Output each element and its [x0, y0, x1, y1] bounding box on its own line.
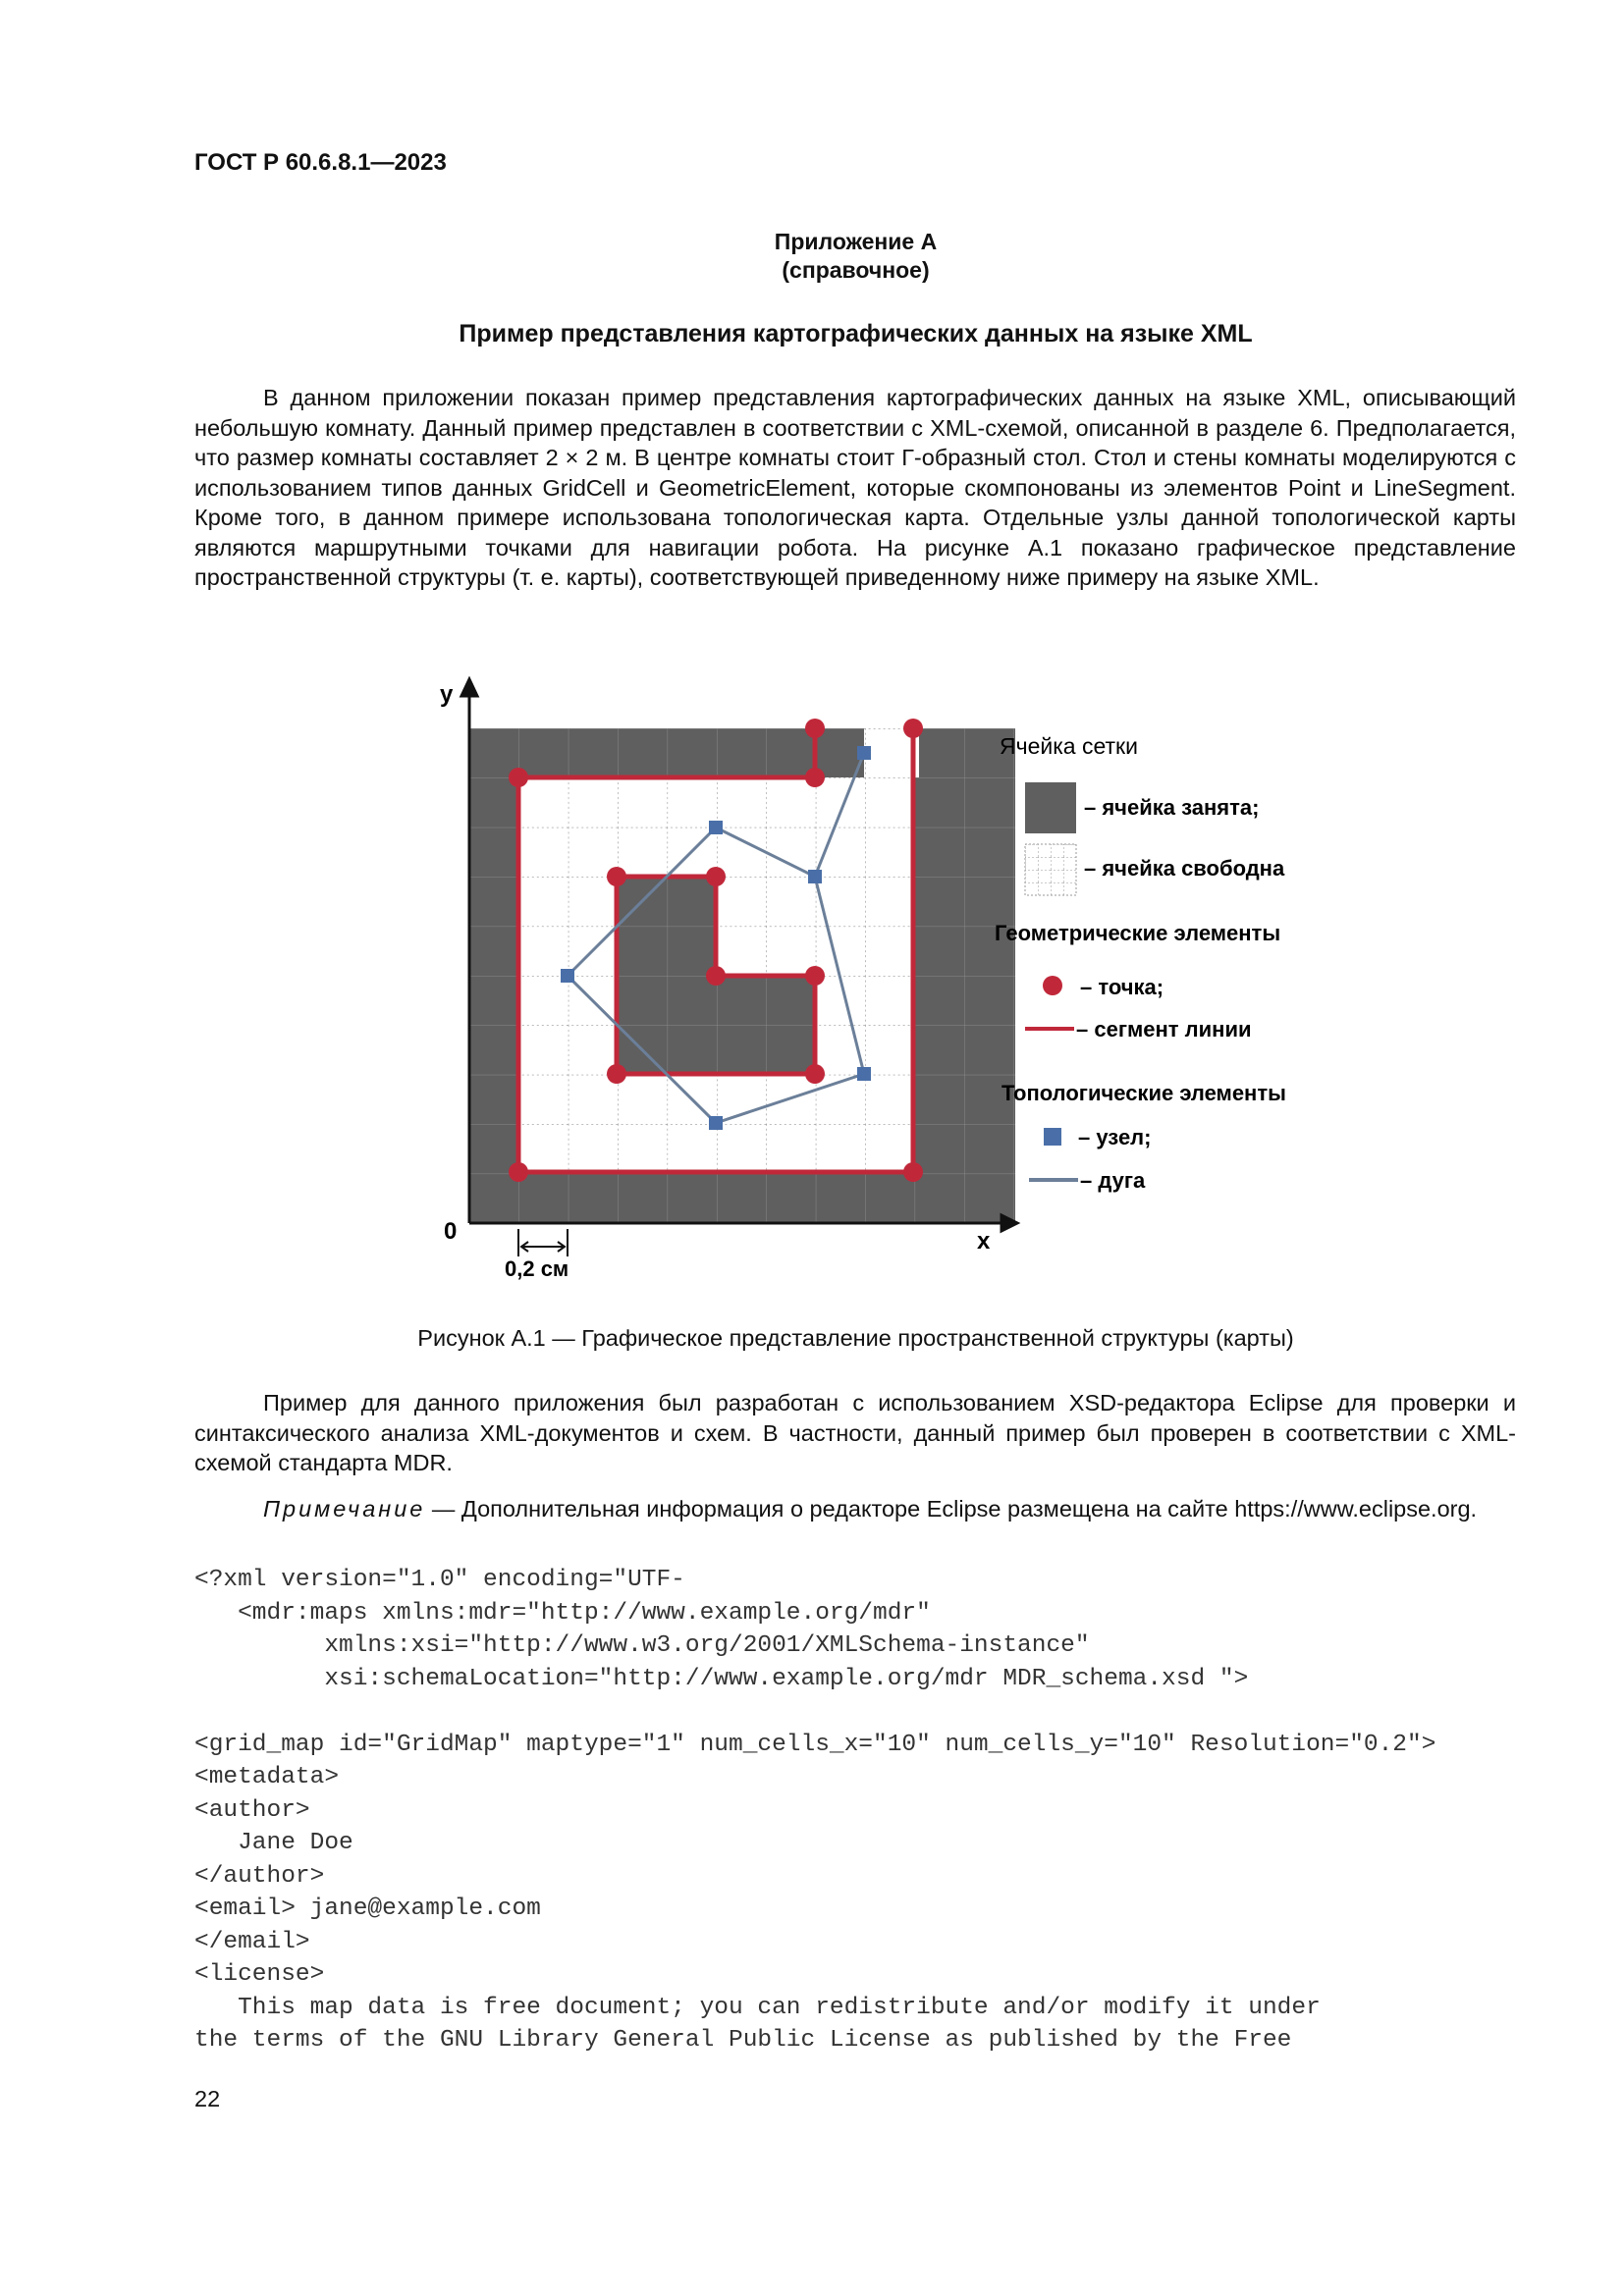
- scale-bar: [518, 1229, 568, 1256]
- legend-free-grid: [1025, 844, 1076, 895]
- point: [805, 768, 825, 787]
- legend-free-label: – ячейка свободна: [1084, 856, 1285, 881]
- node: [808, 870, 822, 883]
- y-axis-arrow: [461, 679, 477, 696]
- code-line: <?xml version="1.0" encoding="UTF-: [194, 1567, 685, 1593]
- legend-node-label: – узел;: [1078, 1125, 1152, 1149]
- legend-topology-title: Топологические элементы: [1001, 1081, 1286, 1105]
- legend: [995, 733, 1286, 1193]
- figure-caption: Рисунок А.1 — Графическое представление пространственной структуры (карты): [417, 1325, 1294, 1351]
- intro-paragraph: [194, 383, 1516, 593]
- point: [805, 1064, 825, 1084]
- code-line: xsi:schemaLocation="http://www.example.org/mdr MDR_schema.xsd ">: [194, 1665, 1249, 1692]
- appendix-title: Приложение А: [774, 229, 938, 254]
- xml-code-block: [194, 1564, 1559, 2057]
- paragraph-2: [194, 1388, 1516, 1478]
- legend-arc-label: – дуга: [1080, 1168, 1146, 1193]
- legend-occupied-swatch: [1025, 782, 1076, 833]
- scale-label: 0,2 см: [505, 1256, 569, 1281]
- code-line: <license>: [194, 1961, 325, 1988]
- point: [706, 966, 726, 986]
- map-figure: [422, 675, 1345, 1294]
- intro-paragraph-text: В данном приложении показан пример представления картографических данных на языке XML, описывающий небольшую комнату. Данный пример представлен в соответствии с XML-схемой, описанной в разделе 6. Предполагается, что размер комнаты составляет 2 × 2 м. В центре комнаты стоит Г-образный стол. Стол и стены комнаты моделируются с использованием типов данных GridCell и GeometricElement, которые скомпонованы из элементов Point и LineSegment. Кроме того, в данном примере использована топологическая карта. Отдельные узлы данной топологической карты являются маршрутными точками для навигации робота. На рисунке А.1 показано графическое представление пространственной структуры (т. е. карты), соответствующей приведенному ниже примеру на языке XML.: [194, 385, 1516, 590]
- code-line: <mdr:maps xmlns:mdr="http://www.example.org/mdr": [194, 1599, 931, 1627]
- paragraph-2-text: Пример для данного приложения был разработан с использованием XSD-редактора Eclipse для проверки и синтаксического анализа XML-документов и схем. В частности, данный пример был проверен в соответствии с XML-схемой стандарта MDR.: [194, 1390, 1516, 1475]
- node: [709, 1116, 723, 1130]
- appendix-heading: [0, 228, 1624, 285]
- code-line: the terms of the GNU Library General Public License as published by the Free: [194, 2027, 1292, 2054]
- code-line: </author>: [194, 1862, 325, 1890]
- legend-geometry-title: Геометрические элементы: [995, 921, 1281, 945]
- y-axis-label: y: [440, 681, 454, 708]
- legend-point-icon: [1043, 976, 1062, 995]
- legend-grid-title: Ячейка сетки: [1000, 733, 1138, 759]
- note: [194, 1494, 1516, 1524]
- standard-header: ГОСТ Р 60.6.8.1—2023: [194, 149, 447, 176]
- point: [607, 867, 626, 886]
- node: [709, 821, 723, 834]
- point: [903, 1162, 923, 1182]
- free-cells: [518, 728, 919, 1172]
- code-line: Jane Doe: [194, 1830, 353, 1856]
- code-line: </email>: [194, 1928, 310, 1955]
- code-line: <email> jane@example.com: [194, 1896, 541, 1922]
- point: [509, 1162, 528, 1182]
- code-line: <author>: [194, 1796, 310, 1824]
- node: [857, 1067, 871, 1081]
- note-text: [194, 1494, 1516, 1524]
- code-line: xmlns:xsi="http://www.w3.org/2001/XMLSchema-instance": [194, 1632, 1090, 1659]
- legend-node-icon: [1044, 1128, 1061, 1146]
- section-title: Пример представления картографических данных на языке XML: [459, 320, 1253, 347]
- code-line: This map data is free document; you can redistribute and/or modify it under: [194, 1994, 1321, 2021]
- x-axis-label: x: [977, 1228, 991, 1255]
- note-label: Примечание: [263, 1496, 426, 1522]
- legend-segment-label: – сегмент линии: [1076, 1017, 1252, 1041]
- code-line: <grid_map id="GridMap" maptype="1" num_cells_x="10" num_cells_y="10" Resolution="0.2">: [194, 1731, 1436, 1758]
- point: [805, 966, 825, 986]
- code-line: <metadata>: [194, 1764, 340, 1790]
- legend-point-label: – точка;: [1080, 975, 1164, 999]
- node: [857, 746, 871, 760]
- page-number: 22: [194, 2086, 221, 2111]
- legend-occupied-label: – ячейка занята;: [1084, 795, 1260, 820]
- appendix-subtitle: (справочное): [782, 257, 930, 283]
- point: [805, 719, 825, 738]
- code-line: [194, 1695, 1559, 1729]
- node: [561, 969, 574, 983]
- point: [607, 1064, 626, 1084]
- note-body: — Дополнительная информация о редакторе Eclipse размещена на сайте https://www.eclipse.org.: [425, 1496, 1478, 1522]
- point: [903, 719, 923, 738]
- origin-label: 0: [444, 1218, 458, 1245]
- point: [509, 768, 528, 787]
- point: [706, 867, 726, 886]
